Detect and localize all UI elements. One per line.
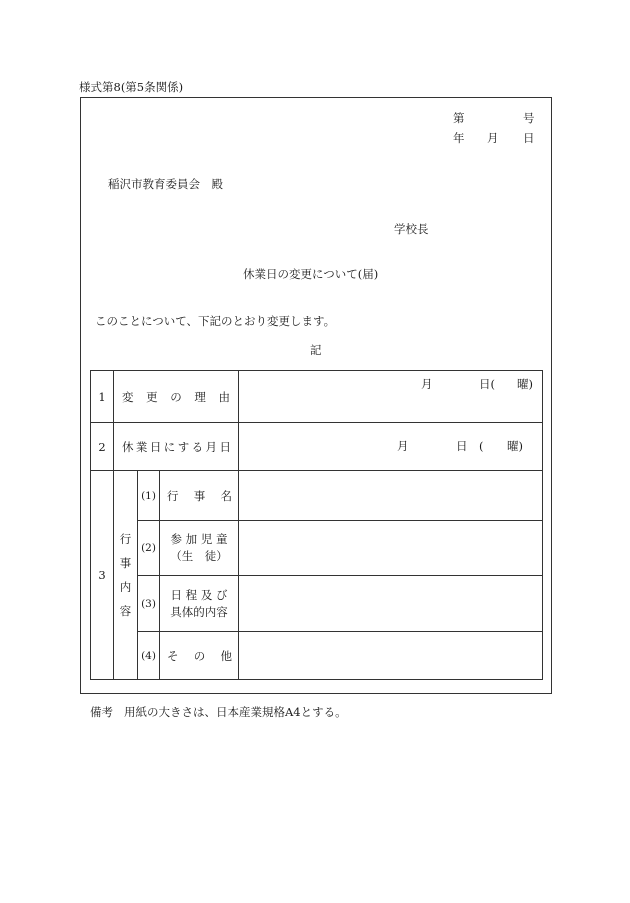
row2-label-char: 日 (149, 439, 162, 454)
table-row (91, 521, 543, 576)
number-label-left: 第 (453, 111, 465, 125)
row2-paren: ( (479, 439, 484, 453)
sub3-label-cell (160, 576, 239, 632)
body-text: このことについて、下記のとおり変更します。 (95, 314, 336, 328)
sub4-label-cell (160, 632, 239, 680)
row2-label-char: 業 (135, 439, 148, 454)
sub2-number: (2) (138, 521, 160, 576)
row2-number: 2 (91, 423, 114, 471)
row2-label-char: る (191, 439, 204, 454)
sub2-value-cell[interactable] (239, 521, 543, 576)
row2-day: 日 (456, 439, 468, 453)
row1-label-char: 変 (122, 389, 134, 404)
sub4-number: (4) (138, 632, 160, 680)
ki-heading: 記 (310, 343, 322, 357)
row2-label-char: す (177, 439, 190, 454)
vertical-char: 行 (119, 532, 132, 546)
row1-number: 1 (91, 371, 114, 423)
details-table (90, 370, 543, 680)
vertical-char: 内 (119, 580, 132, 594)
row3-number: 3 (91, 471, 114, 680)
sub4-value-cell[interactable] (239, 632, 543, 680)
row1-label-char: 理 (194, 389, 206, 404)
vertical-char: 事 (119, 556, 132, 570)
row1-weekday: 曜) (517, 377, 534, 391)
row1-label-cell (114, 371, 239, 423)
sub4-label-char: 他 (220, 648, 232, 663)
sender: 学校長 (394, 222, 429, 236)
sub1-label-cell (160, 471, 239, 521)
date-month: 月 (487, 131, 499, 145)
sub4-label-char: の (193, 648, 206, 663)
sub2-label-line1: 参 加 児 童 (170, 532, 228, 546)
sub3-value-cell[interactable] (239, 576, 543, 632)
table-row (91, 423, 543, 471)
table-row (91, 371, 543, 423)
sub1-value-cell[interactable] (239, 471, 543, 521)
row2-label-char: に (163, 439, 176, 454)
row2-label-char: 日 (219, 439, 231, 454)
table-row (91, 576, 543, 632)
row1-month: 月 (421, 377, 433, 391)
row3-vertical-label (114, 471, 138, 680)
row1-label-char: 由 (218, 389, 230, 404)
date-day: 日 (523, 131, 535, 145)
row1-label-char: 更 (146, 389, 158, 404)
form-number-title: 様式第8(第5条関係) (79, 80, 184, 94)
note-label: 備考 (90, 705, 113, 719)
number-label-right: 号 (523, 111, 535, 125)
sub1-label-char: 名 (220, 488, 232, 503)
row2-month: 月 (397, 439, 409, 453)
row2-label-char: 月 (205, 439, 218, 454)
vertical-char: 容 (119, 604, 132, 618)
sub3-label-line1: 日 程 及 び (170, 587, 228, 602)
table-row (91, 632, 543, 680)
sub3-number: (3) (138, 576, 160, 632)
sub1-label-char: 事 (193, 488, 206, 503)
sub2-label-line2: （生 徒） (170, 549, 228, 563)
table-row (91, 471, 543, 521)
row2-value-cell[interactable] (239, 423, 543, 471)
sub4-label-char: そ (167, 648, 179, 663)
sub1-label-char: 行 (167, 488, 179, 503)
note-text: 用紙の大きさは、日本産業規格A4とする。 (124, 705, 347, 719)
document-title: 休業日の変更について(届) (243, 267, 379, 281)
addressee: 稲沢市教育委員会 殿 (108, 177, 223, 191)
row1-value-cell[interactable] (239, 371, 543, 423)
row2-label-char: 休 (122, 439, 134, 454)
sub1-number: (1) (138, 471, 160, 521)
row1-label-char: の (170, 389, 182, 404)
row2-weekday: 曜) (507, 439, 524, 453)
row1-day: 日( (479, 377, 496, 391)
sub2-label-cell (160, 521, 239, 576)
sub3-label-line2: 具体的内容 (170, 604, 228, 619)
row2-label-cell (114, 423, 239, 471)
date-year: 年 (453, 131, 465, 145)
